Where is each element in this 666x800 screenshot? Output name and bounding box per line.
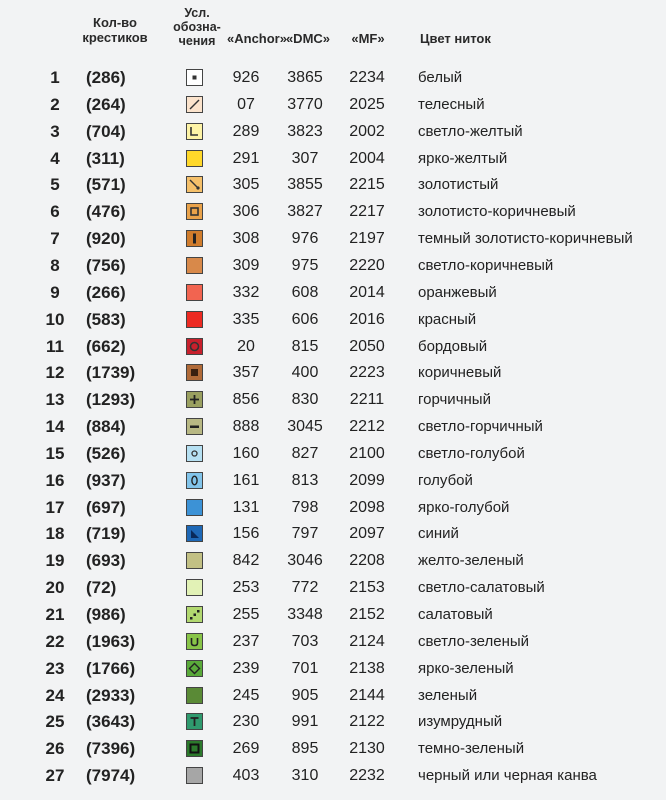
stitch-count: (937): [86, 470, 126, 490]
dmc-code: 976: [291, 230, 319, 248]
color-swatch: [186, 740, 203, 757]
dmc-code: 606: [291, 310, 319, 328]
mf-code: 2122: [349, 713, 385, 731]
mf-code: 2232: [349, 767, 385, 785]
mf-code: 2100: [349, 444, 385, 462]
thread-color-name: светло-желтый: [418, 122, 523, 140]
thread-color-name: зеленый: [418, 686, 478, 704]
table-row: [0, 763, 666, 789]
diamond-icon: [187, 661, 202, 676]
thread-color-name: светло-горчичный: [418, 418, 543, 436]
column-header-mf: «MF»: [351, 31, 385, 46]
anchor-code: 856: [232, 391, 260, 409]
table-row: [0, 656, 666, 682]
row-number: 6: [50, 202, 60, 222]
mf-code: 2025: [349, 95, 385, 113]
dmc-code: 813: [291, 471, 319, 489]
table-row: [0, 629, 666, 655]
row-number: 25: [45, 712, 65, 732]
stitch-count: (704): [86, 121, 126, 141]
anchor-code: 888: [232, 418, 260, 436]
color-swatch: [186, 284, 203, 301]
square-frame-icon: [187, 741, 202, 756]
stitch-count: (3643): [86, 712, 136, 732]
dmc-code: 830: [291, 391, 319, 409]
stitch-count: (697): [86, 497, 126, 517]
color-swatch: [186, 418, 203, 435]
backslash-icon: [187, 177, 202, 192]
color-swatch: [186, 150, 203, 167]
row-number: 21: [45, 605, 65, 624]
anchor-code: 161: [232, 471, 260, 489]
color-swatch: [186, 364, 203, 381]
thread-color-name: золотисто-коричневый: [418, 203, 576, 221]
anchor-code: 20: [237, 337, 255, 355]
anchor-code: 926: [232, 69, 260, 86]
table-row: [0, 441, 666, 467]
thread-color-name: светло-голубой: [418, 444, 525, 462]
anchor-code: 289: [232, 122, 260, 140]
color-swatch: [186, 123, 203, 140]
stitch-count: (2933): [86, 685, 136, 705]
mf-code: 2220: [349, 256, 385, 274]
anchor-code: 160: [232, 444, 260, 462]
anchor-code: 255: [232, 606, 260, 623]
mf-code: 2130: [349, 740, 385, 758]
mf-code: 2197: [349, 230, 385, 248]
column-header-symbol: [168, 6, 226, 48]
dmc-code: 905: [291, 686, 319, 704]
row-number: 11: [46, 336, 64, 356]
stitch-count: (986): [86, 605, 126, 624]
row-number: 20: [45, 578, 65, 598]
table-row: [0, 65, 666, 91]
thread-color-name: изумрудный: [418, 713, 503, 731]
table-row: [0, 92, 666, 118]
row-number: 18: [45, 524, 65, 544]
color-swatch: [186, 633, 203, 650]
row-number: 16: [45, 470, 65, 490]
dmc-code: 895: [291, 740, 319, 758]
thread-color-name: телесный: [418, 95, 485, 113]
dmc-code: 400: [291, 364, 319, 382]
stitch-count: (7396): [86, 739, 136, 759]
mf-code: 2004: [349, 149, 385, 167]
thread-color-name: золотистый: [418, 176, 499, 194]
color-swatch: [186, 445, 203, 462]
color-swatch: [186, 687, 203, 704]
u-icon: [187, 634, 202, 649]
stitch-count: (526): [86, 443, 126, 463]
anchor-code: 309: [232, 256, 260, 274]
thread-color-name: ярко-желтый: [418, 149, 508, 167]
color-swatch: [186, 69, 203, 86]
thread-color-name: бордовый: [418, 337, 488, 355]
dmc-code: 991: [291, 713, 319, 731]
thread-color-name: оранжевый: [418, 283, 497, 301]
thread-color-name: желто-зеленый: [418, 552, 524, 570]
mf-code: 2097: [349, 525, 385, 543]
small-circle-icon: [187, 446, 202, 461]
stitch-count: (266): [86, 282, 126, 302]
stitch-count: (286): [86, 68, 126, 87]
column-header-anchor: «Anchor»: [227, 31, 287, 46]
anchor-code: 306: [232, 203, 260, 221]
vertical-bar-icon: [187, 231, 202, 246]
triangle-icon: [187, 526, 202, 541]
filled-square-icon: [187, 365, 202, 380]
table-row: [0, 602, 666, 628]
dmc-code: 608: [291, 283, 319, 301]
dmc-code: 975: [291, 256, 319, 274]
mf-code: 2099: [349, 471, 385, 489]
thread-color-name: голубой: [418, 471, 473, 489]
dmc-code: 701: [291, 659, 319, 677]
mf-code: 2234: [349, 69, 385, 86]
row-number: 23: [45, 658, 65, 678]
thread-color-name: светло-коричневый: [418, 256, 554, 274]
color-swatch: [186, 230, 203, 247]
stitch-count: (476): [86, 202, 126, 222]
row-number: 14: [45, 417, 65, 437]
color-swatch: [186, 96, 203, 113]
stitch-count: (662): [86, 336, 126, 356]
thread-color-name: светло-салатовый: [418, 579, 545, 597]
row-number: 7: [50, 229, 60, 249]
color-swatch: [186, 176, 203, 193]
color-swatch: [186, 606, 203, 623]
table-row: [0, 414, 666, 440]
anchor-code: 291: [232, 149, 260, 167]
stitch-count: (1293): [86, 390, 136, 410]
row-number: 9: [50, 282, 60, 302]
dmc-code: 827: [291, 444, 319, 462]
anchor-code: 335: [232, 310, 260, 328]
mf-code: 2208: [349, 552, 385, 570]
anchor-code: 308: [232, 230, 260, 248]
row-number: 19: [45, 551, 65, 571]
stitch-count: (1766): [86, 658, 136, 678]
table-row: [0, 736, 666, 762]
stitch-count: (920): [86, 229, 126, 249]
color-swatch: [186, 525, 203, 542]
thread-color-name: коричневый: [418, 364, 502, 382]
row-number: 22: [45, 631, 65, 651]
slash-icon: [187, 97, 202, 112]
thread-color-name: синий: [418, 525, 459, 543]
row-number: 13: [45, 390, 65, 410]
plus-icon: [187, 392, 202, 407]
stitch-count: (72): [86, 578, 117, 598]
anchor-code: 156: [232, 525, 260, 543]
row-number: 8: [50, 255, 60, 275]
mf-code: 2144: [349, 686, 385, 704]
dmc-code: 798: [291, 498, 319, 516]
mf-code: 2212: [349, 418, 385, 436]
dmc-code: 3855: [287, 176, 323, 194]
anchor-code: 245: [232, 686, 260, 704]
thread-color-name: горчичный: [418, 391, 491, 409]
column-header-dmc: «DMC»: [285, 31, 331, 46]
stitch-count: (1963): [86, 631, 136, 651]
anchor-code: 07: [237, 95, 255, 113]
mf-code: 2223: [349, 364, 385, 382]
anchor-code: 253: [232, 579, 260, 597]
circle-icon: [187, 339, 202, 354]
thread-color-name: темный золотисто-коричневый: [418, 230, 633, 248]
dmc-code: 815: [291, 337, 319, 355]
dmc-code: 3827: [287, 203, 323, 221]
table-row: [0, 575, 666, 601]
square-outline-icon: [187, 204, 202, 219]
anchor-code: 237: [232, 632, 260, 650]
column-header-color: Цвет ниток: [420, 31, 491, 46]
zero-icon: [187, 473, 202, 488]
mf-code: 2217: [349, 203, 385, 221]
thread-color-name: черный или черная канва: [418, 767, 597, 785]
table-row: [0, 683, 666, 709]
dmc-code: 3865: [287, 69, 323, 86]
stitch-count: (884): [86, 417, 126, 437]
dmc-code: 307: [291, 149, 319, 167]
row-number: 10: [45, 309, 65, 329]
color-swatch: [186, 660, 203, 677]
row-number: 27: [45, 766, 65, 786]
mf-code: 2211: [349, 391, 385, 409]
thread-color-name: красный: [418, 310, 477, 328]
row-number: 24: [45, 685, 65, 705]
stitch-count: (719): [86, 524, 126, 544]
table-row: [0, 119, 666, 145]
stitch-count: (571): [86, 175, 126, 195]
column-header-symbol-line2: обозна-: [173, 20, 221, 34]
column-header-symbol-line3: чения: [178, 34, 216, 48]
table-row: [0, 199, 666, 225]
table-row: [0, 334, 666, 360]
dmc-code: 3348: [287, 606, 323, 623]
row-number: 2: [50, 94, 60, 114]
color-swatch: [186, 311, 203, 328]
thread-color-name: темно-зеленый: [418, 740, 525, 758]
mf-code: 2050: [349, 337, 385, 355]
corner-l-icon: [187, 124, 202, 139]
row-number: 4: [50, 148, 60, 168]
color-swatch: [186, 767, 203, 784]
anchor-code: 269: [232, 740, 260, 758]
table-row: [0, 709, 666, 735]
color-swatch: [186, 472, 203, 489]
dmc-code: 797: [291, 525, 319, 543]
column-header-count-line2: крестиков: [82, 30, 148, 45]
table-row: [0, 521, 666, 547]
color-swatch: [186, 257, 203, 274]
stitch-count: (583): [86, 309, 126, 329]
mf-code: 2152: [349, 606, 385, 623]
table-row: [0, 280, 666, 306]
table-row: [0, 387, 666, 413]
anchor-code: 305: [232, 176, 260, 194]
color-swatch: [186, 579, 203, 596]
anchor-code: 230: [232, 713, 260, 731]
anchor-code: 239: [232, 659, 260, 677]
mf-code: 2138: [349, 659, 385, 677]
table-row: [0, 172, 666, 198]
table-row: [0, 548, 666, 574]
color-swatch: [186, 203, 203, 220]
thread-color-name: салатовый: [418, 606, 493, 623]
t-icon: [187, 714, 202, 729]
table-row: [0, 495, 666, 521]
dmc-code: 3046: [287, 552, 323, 570]
thread-color-name: белый: [418, 69, 463, 86]
color-swatch: [186, 552, 203, 569]
minus-icon: [187, 419, 202, 434]
color-swatch: [186, 713, 203, 730]
stitch-count: (1739): [86, 363, 136, 383]
row-number: 5: [50, 175, 60, 195]
dmc-code: 310: [291, 767, 319, 785]
dmc-code: 772: [291, 579, 319, 597]
row-number: 15: [45, 443, 65, 463]
anchor-code: 131: [232, 498, 260, 516]
column-header-symbol-line1: Усл.: [184, 6, 210, 20]
stitch-count: (693): [86, 551, 126, 571]
table-row: [0, 468, 666, 494]
column-header-count-line1: Кол-во: [93, 15, 137, 30]
dmc-code: 3045: [287, 418, 323, 436]
row-number: 12: [45, 363, 65, 383]
thread-color-name: светло-зеленый: [418, 632, 530, 650]
thread-color-name: ярко-зеленый: [418, 659, 514, 677]
table-row: [0, 307, 666, 333]
mf-code: 2016: [349, 310, 385, 328]
thread-color-name: ярко-голубой: [418, 498, 510, 516]
anchor-code: 842: [232, 552, 260, 570]
stitch-count: (7974): [86, 766, 136, 786]
dot-icon: [187, 70, 202, 85]
mf-code: 2098: [349, 498, 385, 516]
color-swatch: [186, 391, 203, 408]
anchor-code: 403: [232, 767, 260, 785]
color-swatch: [186, 499, 203, 516]
mf-code: 2014: [349, 283, 385, 301]
stitch-count: (264): [86, 94, 126, 114]
dmc-code: 3823: [287, 122, 323, 140]
row-number: 1: [50, 68, 60, 87]
mf-code: 2002: [349, 122, 385, 140]
anchor-code: 357: [232, 364, 260, 382]
mf-code: 2215: [349, 176, 385, 194]
row-number: 26: [45, 739, 65, 759]
mf-code: 2124: [349, 632, 385, 650]
row-number: 17: [45, 497, 65, 517]
table-row: [0, 360, 666, 386]
dots-diagonal-icon: [187, 607, 202, 622]
dmc-code: 3770: [287, 95, 323, 113]
stitch-count: (311): [86, 148, 125, 168]
table-row: [0, 226, 666, 252]
mf-code: 2153: [349, 579, 385, 597]
table-row: [0, 146, 666, 172]
column-header-count: [72, 15, 158, 45]
dmc-code: 703: [291, 632, 319, 650]
anchor-code: 332: [232, 283, 260, 301]
stitch-count: (756): [86, 255, 126, 275]
table-row: [0, 253, 666, 279]
row-number: 3: [50, 121, 60, 141]
color-swatch: [186, 338, 203, 355]
